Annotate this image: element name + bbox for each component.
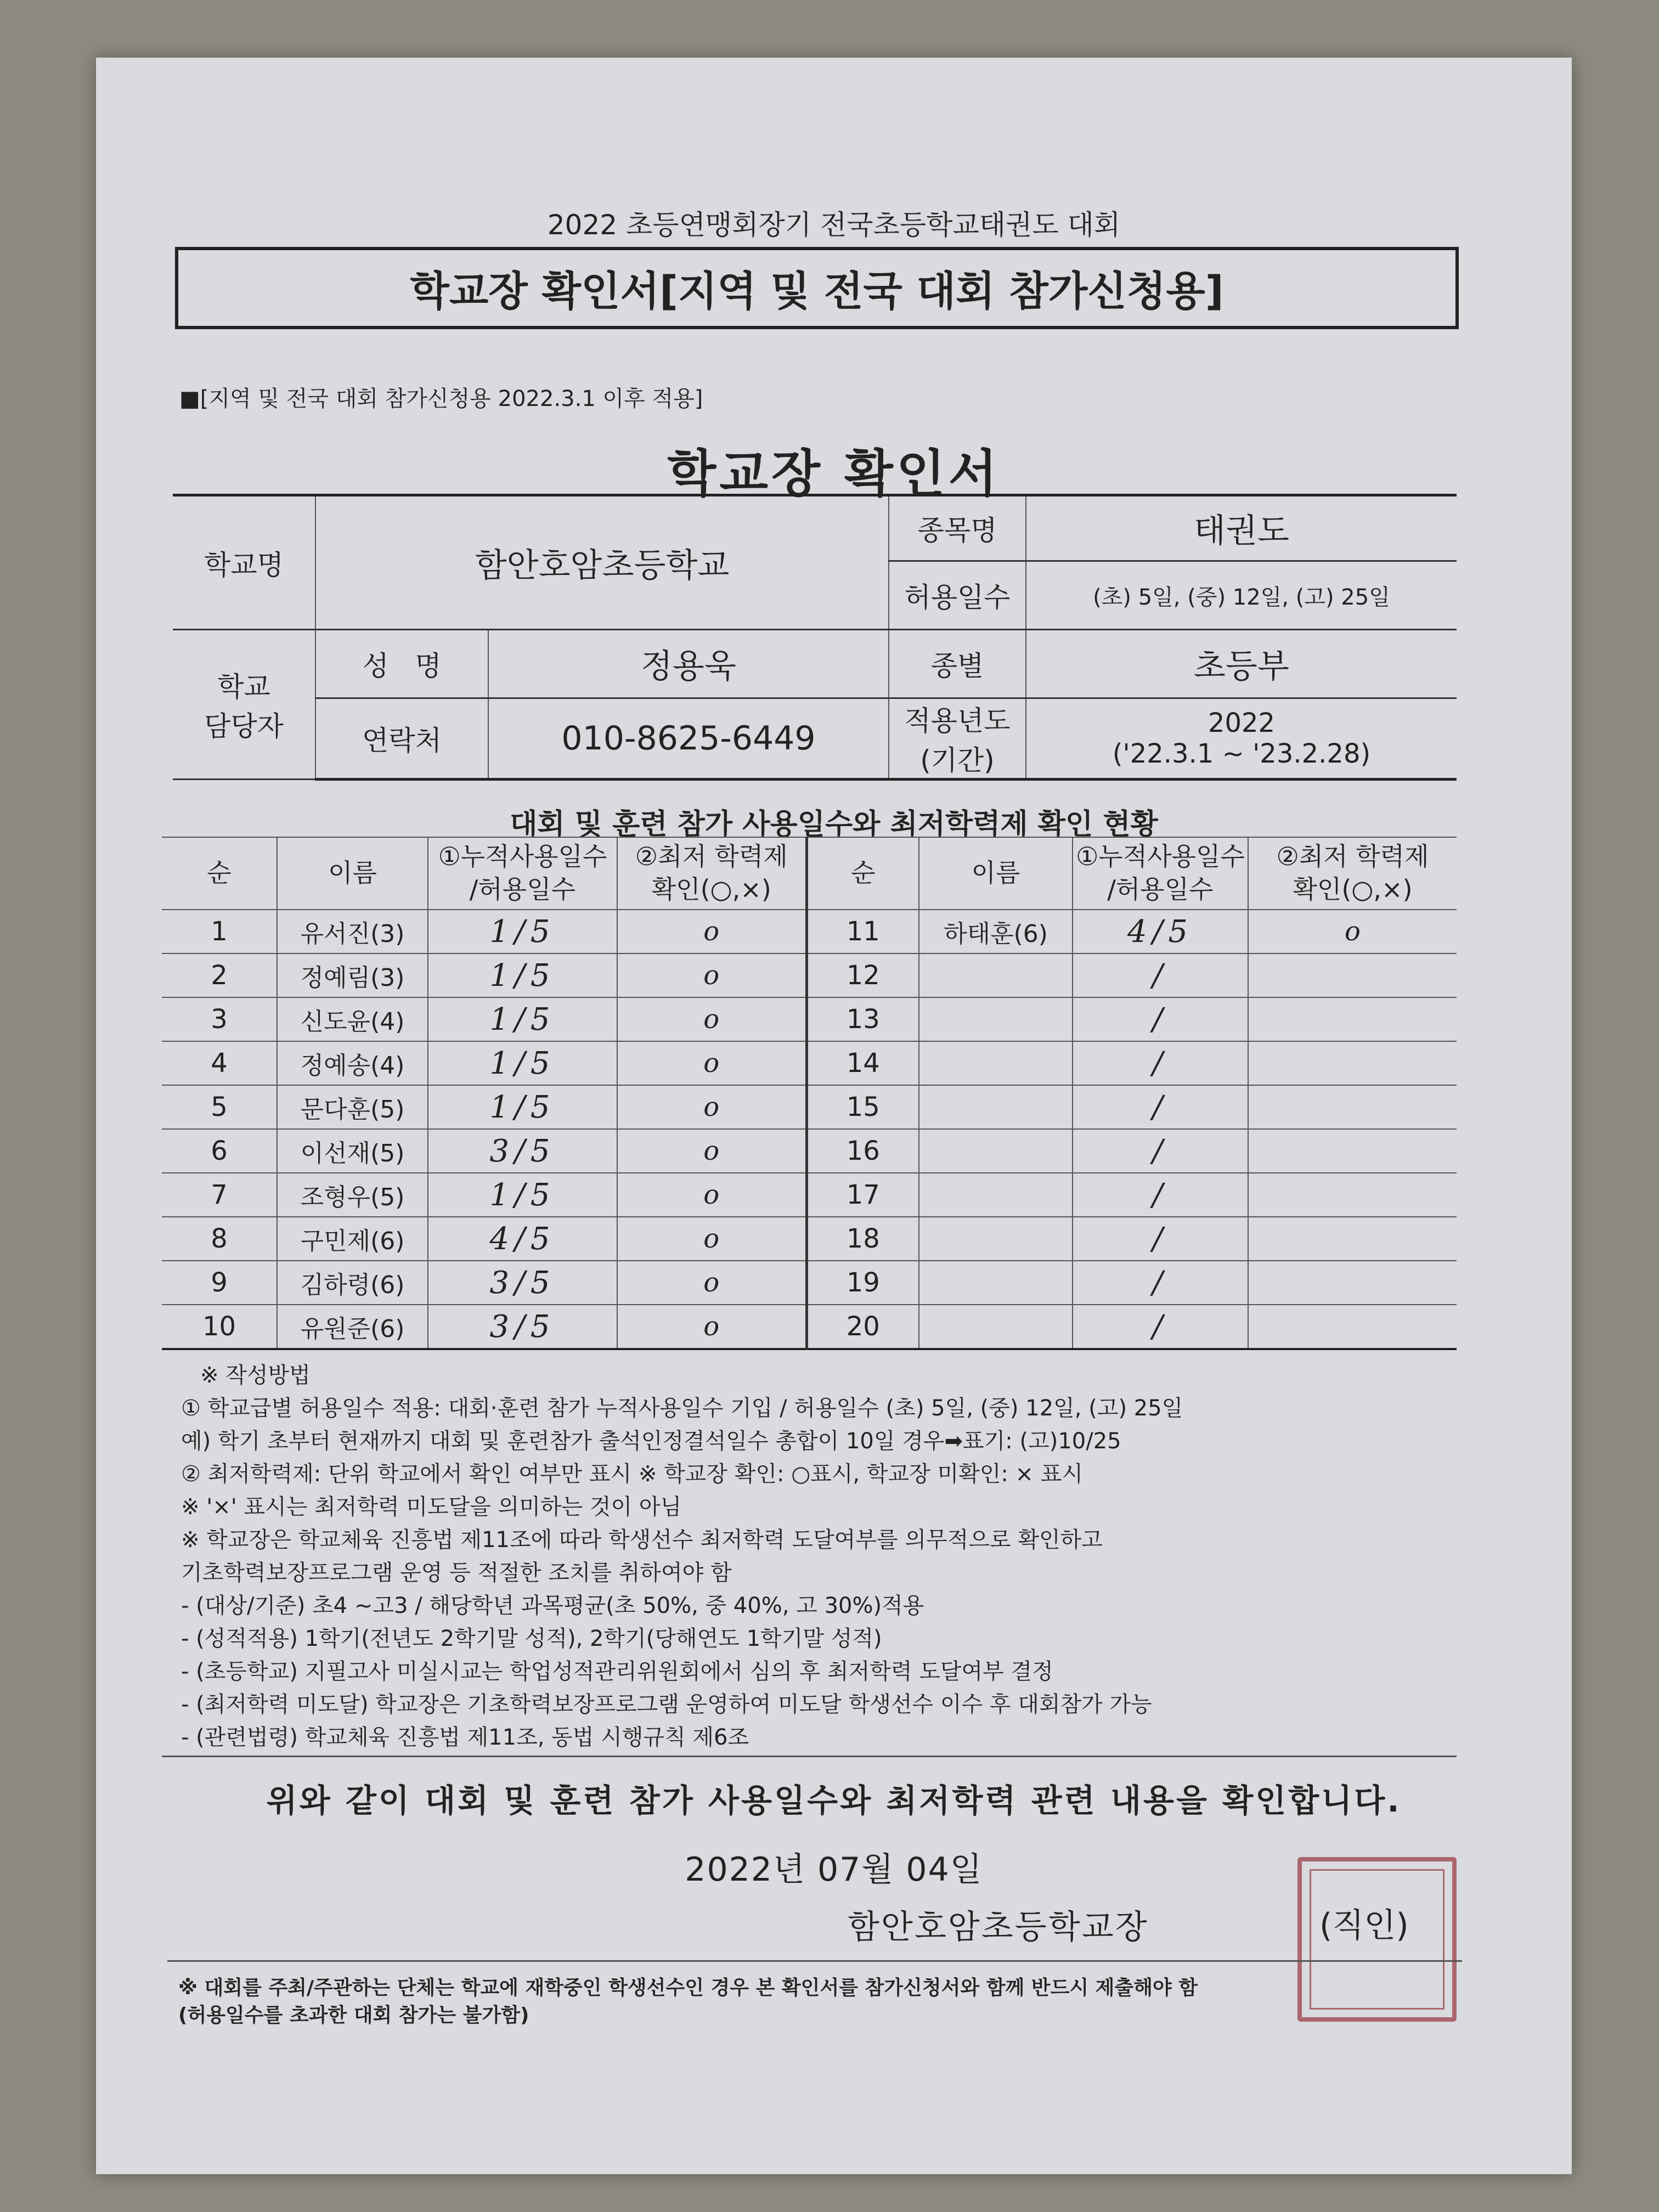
- table-row: [162, 1217, 1457, 1261]
- academic-check: o: [617, 953, 806, 997]
- header-academic-line1: ②최저 학력제: [1276, 842, 1429, 872]
- method-line: - (초등학교) 지필고사 미실시교는 학업성적관리위원회에서 심의 후 최저학력 도달여부 결정: [181, 1659, 1053, 1684]
- scope-note: ■[지역 및 전국 대회 참가신청용 2022.3.1 이후 적용]: [179, 386, 703, 411]
- row-no: 14: [806, 1041, 919, 1085]
- student-name: 이선재(5): [277, 1129, 428, 1173]
- academic-check: [1248, 1085, 1457, 1129]
- footnote-line: ※ 대회를 주최/주관하는 단체는 학교에 재학중인 학생선수인 경우 본 확인서를 참가신청서와 함께 반드시 제출해야 함: [178, 1977, 1198, 1999]
- table-row: [162, 910, 1457, 953]
- row-no: 3: [162, 997, 277, 1041]
- usage-table: [162, 837, 1457, 1350]
- header-days-right: [1073, 837, 1248, 910]
- header-academic-right: [1248, 837, 1457, 910]
- academic-check: o: [617, 1173, 806, 1217]
- method-line: - (성적적용) 1학기(전년도 2학기말 성적), 2학기(당해연도 1학기말 성적): [181, 1626, 882, 1651]
- period-value: [1026, 698, 1457, 780]
- row-no: 2: [162, 953, 277, 997]
- student-name: 유원준(6): [277, 1305, 428, 1349]
- school-name: 함안호암초등학교: [315, 495, 889, 630]
- event-title: 2022 초등연맹회장기 전국초등학교태권도 대회: [547, 209, 1121, 241]
- days-used: 1/5: [428, 1085, 617, 1129]
- academic-check: [1248, 1217, 1457, 1261]
- table-row: [162, 1261, 1457, 1305]
- student-name: [919, 1261, 1073, 1305]
- form-title-box: [175, 247, 1459, 329]
- table-row: [162, 997, 1457, 1041]
- form-title: 학교장 확인서[지역 및 전국 대회 참가신청용]: [410, 268, 1224, 315]
- academic-check: [1248, 1129, 1457, 1173]
- student-name: 유서진(3): [277, 910, 428, 953]
- division-label: 종별: [889, 630, 1026, 698]
- manager-name: 정용욱: [488, 630, 889, 698]
- row-no: 12: [806, 953, 919, 997]
- table-row: [162, 1305, 1457, 1349]
- issue-date: 2022년 07월 04일: [685, 1850, 983, 1889]
- row-no: 1: [162, 910, 277, 953]
- academic-check: o: [617, 1085, 806, 1129]
- days-used: /: [1073, 1217, 1248, 1261]
- method-line: 예) 학기 초부터 현재까지 대회 및 훈련참가 출석인정결석일수 총합이 10일 경우➡표기: (고)10/25: [181, 1429, 1121, 1454]
- days-used: 3/5: [428, 1305, 617, 1349]
- header-academic-line1: ②최저 학력제: [635, 842, 788, 872]
- student-name: [919, 1085, 1073, 1129]
- row-no: 17: [806, 1173, 919, 1217]
- row-no: 8: [162, 1217, 277, 1261]
- footnote-divider: [167, 1960, 1462, 1962]
- table-row: [162, 1173, 1457, 1217]
- academic-check: o: [617, 1129, 806, 1173]
- period-label-line2: (기간): [920, 744, 995, 776]
- sport-value: 태권도: [1026, 495, 1457, 561]
- student-name: 조형우(5): [277, 1173, 428, 1217]
- period-year: 2022: [1207, 708, 1276, 738]
- school-name-label: 학교명: [173, 495, 315, 630]
- row-no: 18: [806, 1217, 919, 1261]
- student-name: 정예림(3): [277, 953, 428, 997]
- allowed-days-label: 허용일수: [889, 561, 1026, 630]
- academic-check: o: [1248, 910, 1457, 953]
- table-row: [162, 1129, 1457, 1173]
- student-name: 구민제(6): [277, 1217, 428, 1261]
- principal-signature: 함안호암초등학교장: [848, 1908, 1149, 1946]
- academic-check: o: [617, 1217, 806, 1261]
- method-heading: ※ 작성방법: [200, 1363, 311, 1388]
- manager-label: [173, 630, 315, 780]
- days-used: 4/5: [428, 1217, 617, 1261]
- division-value: 초등부: [1026, 630, 1457, 698]
- academic-check: [1248, 1041, 1457, 1085]
- row-no: 9: [162, 1261, 277, 1305]
- usage-header-row: [162, 837, 1457, 910]
- student-name: 신도윤(4): [277, 997, 428, 1041]
- academic-check: [1248, 1305, 1457, 1349]
- header-days-line2: /허용일수: [469, 874, 576, 904]
- period-label-line1: 적용년도: [904, 705, 1011, 737]
- table-row: [162, 1085, 1457, 1129]
- days-used: /: [1073, 953, 1248, 997]
- manager-name-label: 성 명: [315, 630, 488, 698]
- days-used: 1/5: [428, 910, 617, 953]
- row-no: 4: [162, 1041, 277, 1085]
- footnote-line: (허용일수를 초과한 대회 참가는 불가함): [178, 2004, 529, 2027]
- header-days-line2: /허용일수: [1107, 874, 1214, 904]
- days-used: 1/5: [428, 953, 617, 997]
- days-used: /: [1073, 1305, 1248, 1349]
- row-no: 5: [162, 1085, 277, 1129]
- document-heading: 학교장 확인서: [667, 444, 1001, 503]
- days-used: 4/5: [1073, 910, 1248, 953]
- method-line: ② 최저학력제: 단위 학교에서 확인 여부만 표시 ※ 학교장 확인: ○표시, 학교장 미확인: × 표시: [181, 1462, 1084, 1487]
- student-name: [919, 953, 1073, 997]
- student-name: 문다훈(5): [277, 1085, 428, 1129]
- method-line: - (관련법령) 학교체육 진흥법 제11조, 동법 시행규칙 제6조: [181, 1725, 749, 1750]
- academic-check: [1248, 997, 1457, 1041]
- row-no: 11: [806, 910, 919, 953]
- header-academic-line2: 확인(○,×): [1293, 874, 1413, 904]
- row-no: 16: [806, 1129, 919, 1173]
- manager-label-line1: 학교: [217, 671, 270, 703]
- student-name: [919, 1217, 1073, 1261]
- academic-check: o: [617, 1305, 806, 1349]
- row-no: 15: [806, 1085, 919, 1129]
- student-name: 정예송(4): [277, 1041, 428, 1085]
- divider: [162, 1756, 1457, 1757]
- confirmation-statement: 위와 같이 대회 및 훈련 참가 사용일수와 최저학력 관련 내용을 확인합니다.: [266, 1782, 1402, 1819]
- days-used: 1/5: [428, 1173, 617, 1217]
- method-line: - (최저학력 미도달) 학교장은 기초학력보장프로그램 운영하여 미도달 학생선수 이수 후 대회참가 가능: [181, 1692, 1152, 1717]
- student-name: [919, 997, 1073, 1041]
- academic-check: o: [617, 910, 806, 953]
- table-row: [162, 953, 1457, 997]
- student-name: [919, 1305, 1073, 1349]
- row-no: 19: [806, 1261, 919, 1305]
- header-days-left: [428, 837, 617, 910]
- student-name: 하태훈(6): [919, 910, 1073, 953]
- table-row: [162, 1041, 1457, 1085]
- academic-check: o: [617, 997, 806, 1041]
- header-no-left: 순: [162, 837, 277, 910]
- header-days-line1: ①누적사용일수: [1076, 842, 1245, 872]
- academic-check: [1248, 953, 1457, 997]
- method-line: ※ '×' 표시는 최저학력 미도달을 의미하는 것이 아님: [181, 1494, 682, 1520]
- header-academic-line2: 확인(○,×): [651, 874, 771, 904]
- method-line: ※ 학교장은 학교체육 진흥법 제11조에 따라 학생선수 최저학력 도달여부를 의무적으로 확인하고: [181, 1527, 1103, 1553]
- row-no: 20: [806, 1305, 919, 1349]
- days-used: /: [1073, 1173, 1248, 1217]
- period-label: [889, 698, 1026, 780]
- row-no: 6: [162, 1129, 277, 1173]
- contact-value: 010-8625-6449: [488, 698, 889, 780]
- academic-check: [1248, 1261, 1457, 1305]
- student-name: 김하령(6): [277, 1261, 428, 1305]
- allowed-days-value: (초) 5일, (중) 12일, (고) 25일: [1026, 561, 1457, 630]
- method-line: - (대상/기준) 초4 ~고3 / 해당학년 과목평균(초 50%, 중 40%, 고 30%)적용: [181, 1593, 924, 1618]
- header-no-right: 순: [806, 837, 919, 910]
- student-name: [919, 1129, 1073, 1173]
- student-name: [919, 1173, 1073, 1217]
- seal-mark: (직인): [1319, 1906, 1409, 1945]
- row-no: 7: [162, 1173, 277, 1217]
- row-no: 13: [806, 997, 919, 1041]
- days-used: 1/5: [428, 997, 617, 1041]
- academic-check: o: [617, 1261, 806, 1305]
- usage-heading: 대회 및 훈련 참가 사용일수와 최저학력제 확인 현황: [510, 808, 1158, 841]
- method-line: ① 학교급별 허용일수 적용: 대회·훈련 참가 누적사용일수 기입 / 허용일수 (초) 5일, (중) 12일, (고) 25일: [181, 1396, 1183, 1421]
- student-name: [919, 1041, 1073, 1085]
- document-page: [96, 58, 1572, 2174]
- days-used: /: [1073, 1041, 1248, 1085]
- days-used: /: [1073, 1129, 1248, 1173]
- academic-check: [1248, 1173, 1457, 1217]
- method-line: 기초학력보장프로그램 운영 등 적절한 조치를 취하여야 함: [181, 1560, 732, 1585]
- days-used: /: [1073, 1261, 1248, 1305]
- contact-label: 연락처: [315, 698, 488, 780]
- sport-label: 종목명: [889, 495, 1026, 561]
- period-range: ('22.3.1 ~ '23.2.28): [1112, 738, 1371, 769]
- header-academic-left: [617, 837, 806, 910]
- days-used: 1/5: [428, 1041, 617, 1085]
- school-info-table: [173, 494, 1457, 781]
- days-used: 3/5: [428, 1261, 617, 1305]
- header-name-right: 이름: [919, 837, 1073, 910]
- header-days-line1: ①누적사용일수: [438, 842, 607, 872]
- header-name-left: 이름: [277, 837, 428, 910]
- days-used: 3/5: [428, 1129, 617, 1173]
- days-used: /: [1073, 997, 1248, 1041]
- row-no: 10: [162, 1305, 277, 1349]
- manager-label-line2: 담당자: [204, 710, 284, 742]
- days-used: /: [1073, 1085, 1248, 1129]
- academic-check: o: [617, 1041, 806, 1085]
